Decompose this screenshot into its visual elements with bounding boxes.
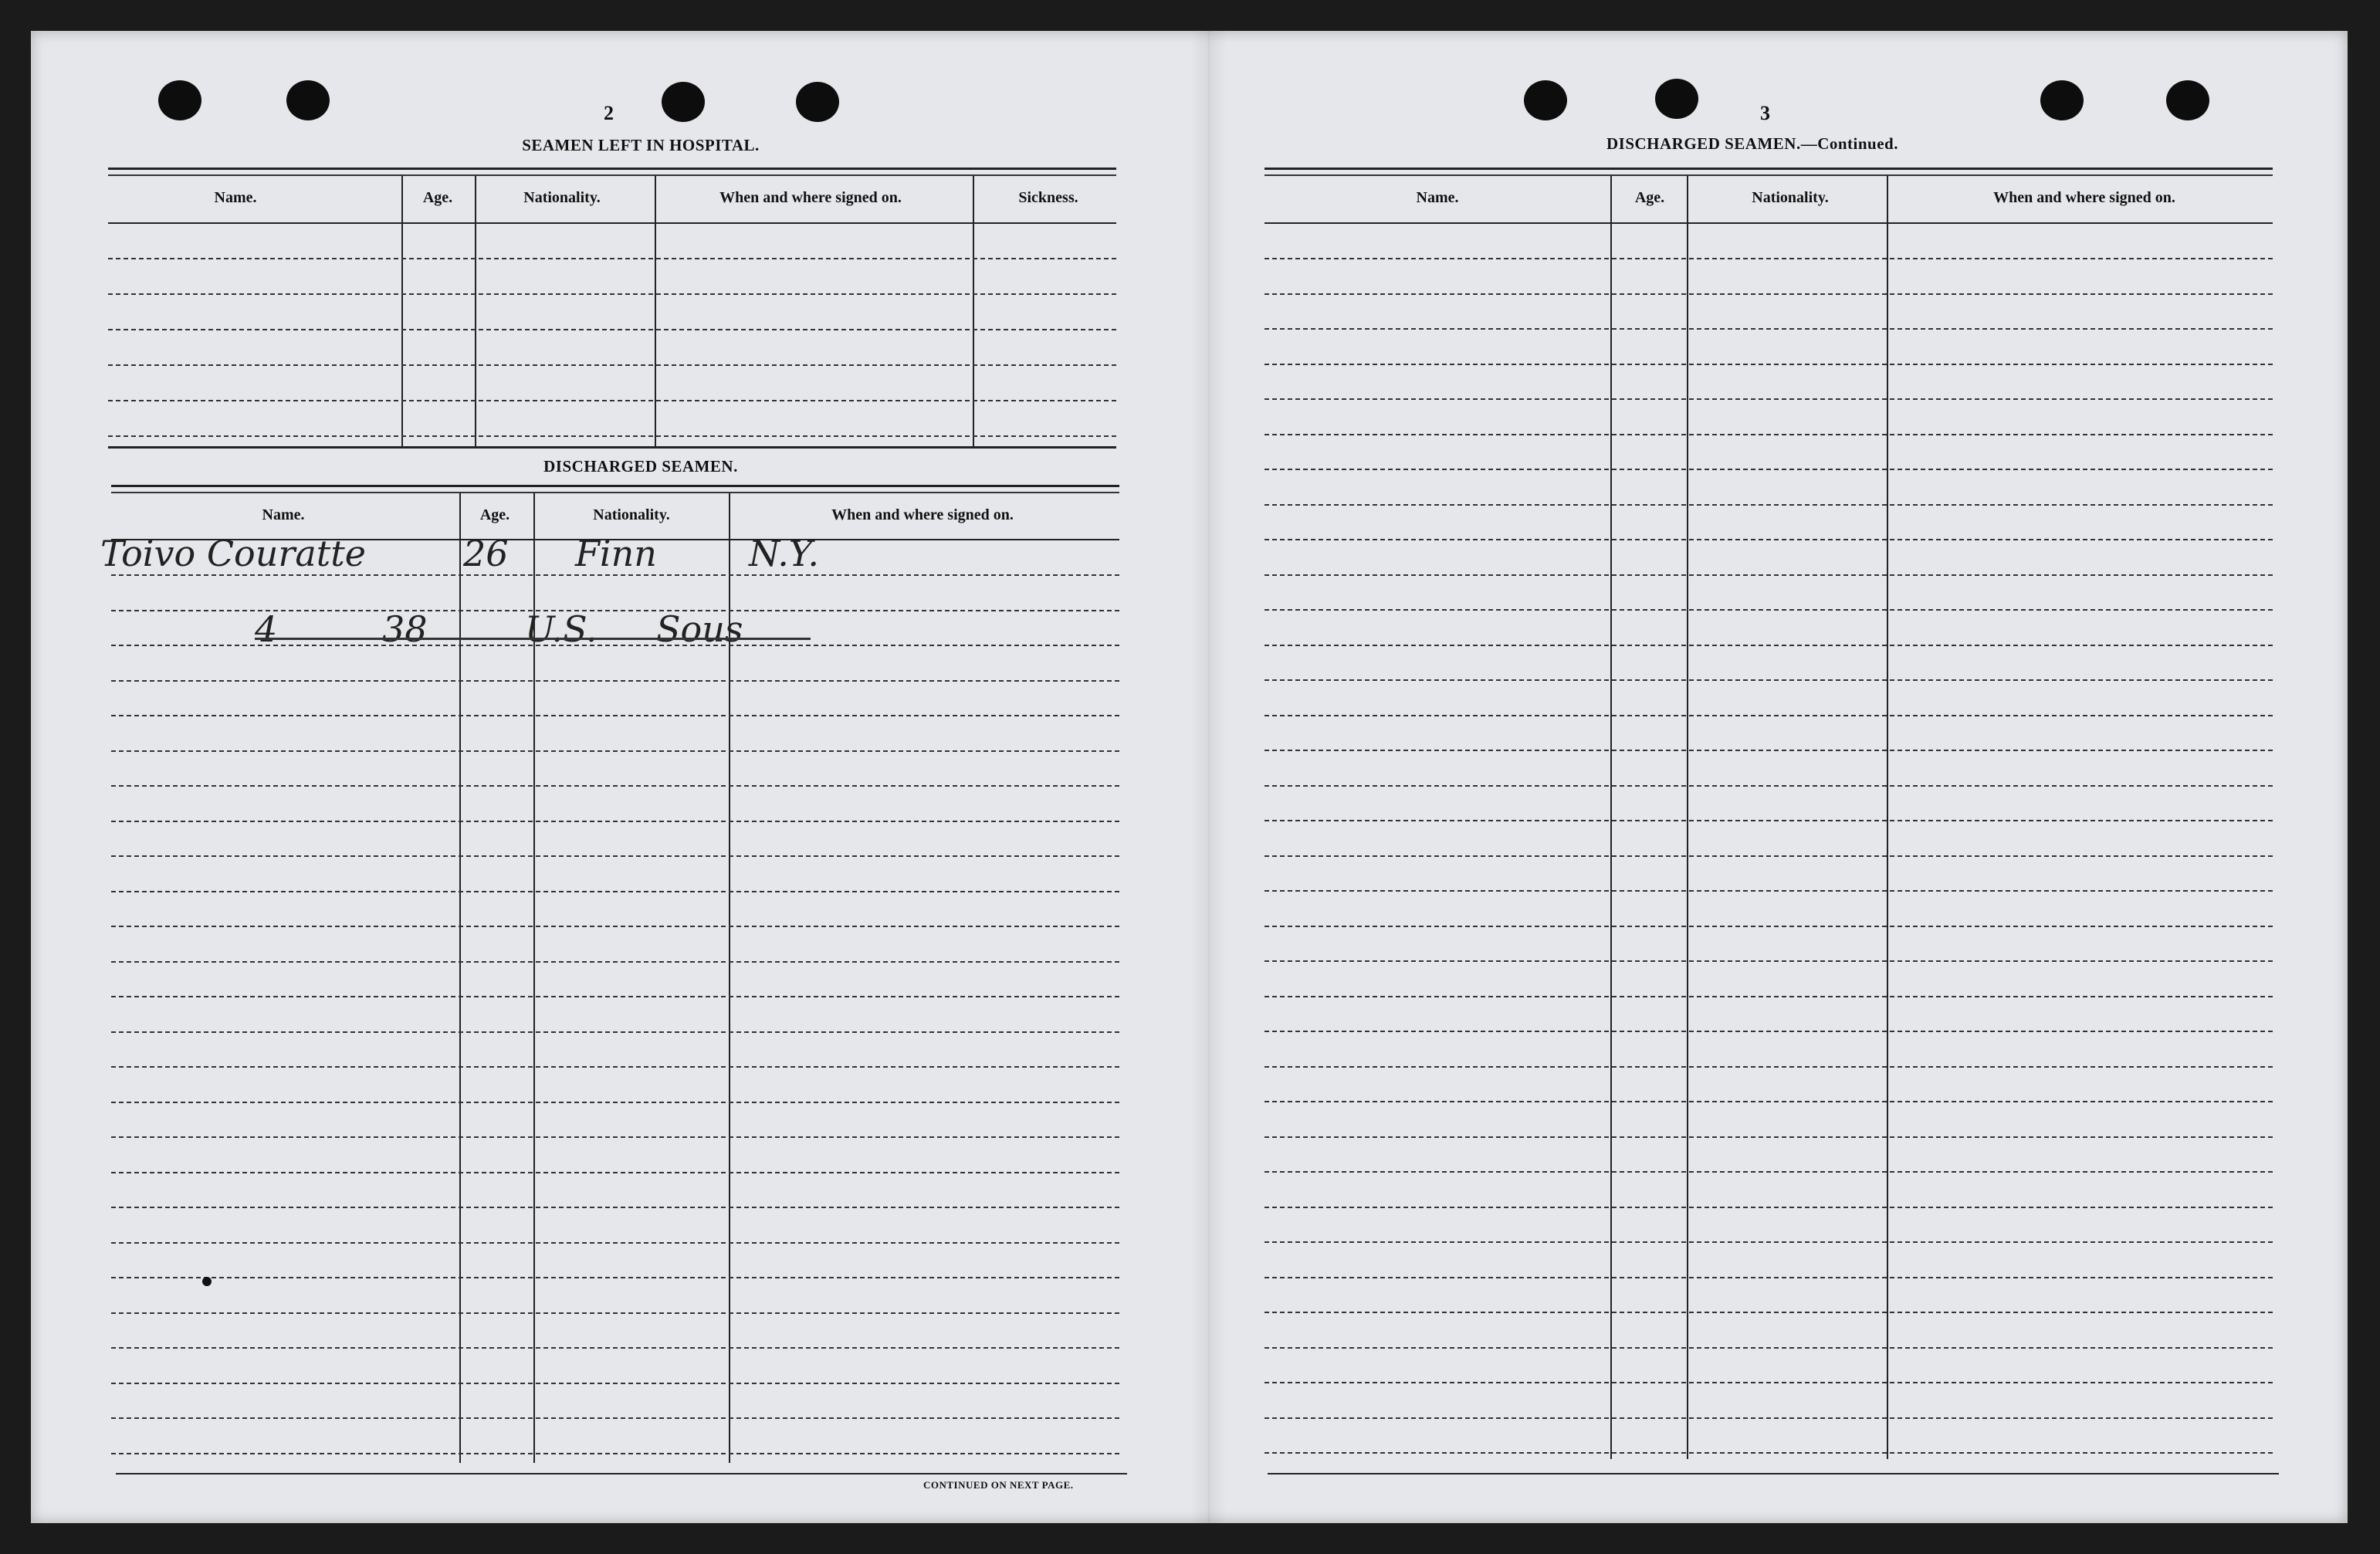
ruled-row: [108, 258, 1116, 259]
entry-age: 38: [382, 608, 428, 650]
column-divider: [655, 176, 656, 446]
entry-name: 4: [255, 608, 278, 650]
ruled-row: [1264, 960, 2273, 962]
ruled-row: [111, 715, 1119, 716]
top-rule: [108, 168, 1116, 170]
section-title-discharged-continued: [1544, 134, 1961, 154]
ruled-row: [111, 926, 1119, 927]
entry-age: 26: [463, 533, 509, 574]
ruled-row: [1264, 1417, 2273, 1419]
column-header-signed-on: When and where signed on.: [719, 189, 902, 206]
ruled-row: [1264, 1452, 2273, 1454]
punch-hole: [1524, 80, 1567, 120]
title-continued: —Continued.: [1800, 134, 1898, 153]
entry-signed-on: Sous: [656, 608, 743, 650]
ruled-row: [1264, 855, 2273, 857]
ruled-row: [1264, 1031, 2273, 1032]
ruled-row: [111, 1136, 1119, 1138]
entry-name: Toivo Couratte: [100, 533, 366, 574]
ruled-row: [1264, 1171, 2273, 1173]
ruled-row: [1264, 890, 2273, 892]
ruled-row: [111, 680, 1119, 682]
ruled-row: [111, 785, 1119, 787]
section-title-hospital: SEAMEN LEFT IN HOSPITAL.: [522, 136, 760, 154]
ruled-row: [111, 574, 1119, 576]
column-divider: [475, 176, 476, 446]
ruled-row: [108, 293, 1116, 295]
ruled-row: [111, 1347, 1119, 1349]
column-header-signed-on: When and where signed on.: [1993, 189, 2175, 206]
ruled-row: [111, 1383, 1119, 1384]
ink-speck: [202, 1277, 212, 1286]
ruled-row: [1264, 574, 2273, 576]
column-header-name: Name.: [214, 189, 257, 206]
ruled-row: [111, 961, 1119, 963]
column-divider: [1610, 176, 1612, 1459]
ruled-row: [1264, 926, 2273, 927]
ruled-row: [1264, 1312, 2273, 1313]
page-number: 2: [604, 102, 614, 124]
ruled-row: [1264, 1101, 2273, 1102]
column-divider: [401, 176, 403, 446]
entry-nationality: Finn: [575, 533, 657, 574]
column-header-age: Age.: [422, 189, 453, 206]
ruled-row: [1264, 1066, 2273, 1068]
ruled-row: [1264, 1241, 2273, 1243]
ruled-row: [1264, 1207, 2273, 1208]
ruled-row: [111, 996, 1119, 997]
ruled-row: [1264, 469, 2273, 470]
column-header-sickness: Sickness.: [1018, 189, 1078, 206]
section-rule: [108, 446, 1116, 449]
page-number: 3: [1760, 102, 1770, 124]
ruled-row: [111, 1207, 1119, 1208]
ruled-row: [1264, 258, 2273, 259]
ruled-row: [111, 891, 1119, 892]
bottom-rule: [1268, 1473, 2279, 1474]
ruled-row: [1264, 645, 2273, 646]
ruled-row: [1264, 609, 2273, 611]
header-underline: [108, 222, 1116, 224]
entry-nationality: U.S.: [525, 608, 598, 650]
ruled-row: [1264, 1136, 2273, 1138]
continued-note: CONTINUED ON NEXT PAGE.: [923, 1479, 1074, 1491]
column-header-nationality: Nationality.: [523, 189, 601, 206]
punch-hole: [286, 80, 330, 120]
punch-hole: [796, 82, 839, 122]
column-header-signed-on: When and where signed on.: [831, 506, 1014, 523]
ruled-row: [111, 1242, 1119, 1244]
ruled-row: [108, 435, 1116, 437]
ruled-row: [111, 855, 1119, 857]
ruled-row: [111, 821, 1119, 822]
ruled-row: [1264, 820, 2273, 821]
ruled-row: [111, 1417, 1119, 1419]
ruled-row: [1264, 1347, 2273, 1349]
punch-hole: [2040, 80, 2084, 120]
ruled-row: [1264, 539, 2273, 540]
ruled-row: [1264, 679, 2273, 681]
ruled-row: [1264, 1382, 2273, 1383]
ruled-row: [111, 1312, 1119, 1314]
punch-hole: [158, 80, 201, 120]
punch-hole: [662, 82, 705, 122]
section-title-discharged: DISCHARGED SEAMEN.: [543, 457, 738, 476]
ruled-row: [1264, 504, 2273, 506]
top-rule: [1264, 174, 2273, 176]
entry-signed-on: N.Y.: [749, 533, 819, 574]
column-header-name: Name.: [1416, 189, 1459, 206]
column-divider: [1887, 176, 1888, 1459]
column-header-nationality: Nationality.: [593, 506, 670, 523]
ruled-row: [1264, 785, 2273, 787]
ruled-row: [1264, 293, 2273, 295]
ruled-row: [1264, 715, 2273, 716]
column-header-name: Name.: [262, 506, 305, 523]
column-header-nationality: Nationality.: [1752, 189, 1829, 206]
page-fold: [1191, 31, 1227, 1523]
section-rule: [111, 485, 1119, 487]
top-rule: [1264, 168, 2273, 170]
ruled-row: [1264, 434, 2273, 435]
bottom-rule: [116, 1473, 1127, 1474]
ruled-row: [111, 1172, 1119, 1173]
ruled-row: [1264, 996, 2273, 997]
column-divider: [1687, 176, 1688, 1459]
ruled-row: [1264, 750, 2273, 751]
strike-through: [255, 638, 811, 640]
title-main: DISCHARGED SEAMEN.: [1606, 134, 1801, 153]
ruled-row: [111, 750, 1119, 752]
column-divider: [973, 176, 974, 446]
ruled-row: [108, 400, 1116, 401]
ruled-row: [1264, 1277, 2273, 1278]
ruled-row: [111, 1031, 1119, 1033]
register-sheet: [31, 31, 2348, 1523]
ruled-row: [111, 1066, 1119, 1068]
ruled-row: [111, 1453, 1119, 1454]
section-rule: [111, 492, 1119, 493]
header-underline: [1264, 222, 2273, 224]
top-rule: [108, 174, 1116, 176]
ruled-row: [1264, 364, 2273, 365]
punch-hole: [2166, 80, 2209, 120]
ruled-row: [1264, 328, 2273, 330]
ruled-row: [111, 1102, 1119, 1103]
ruled-row: [1264, 398, 2273, 400]
ruled-row: [108, 329, 1116, 330]
column-header-age: Age.: [1634, 189, 1665, 206]
punch-hole: [1655, 79, 1698, 119]
ruled-row: [111, 1277, 1119, 1278]
column-header-age: Age.: [479, 506, 510, 523]
ruled-row: [108, 364, 1116, 366]
